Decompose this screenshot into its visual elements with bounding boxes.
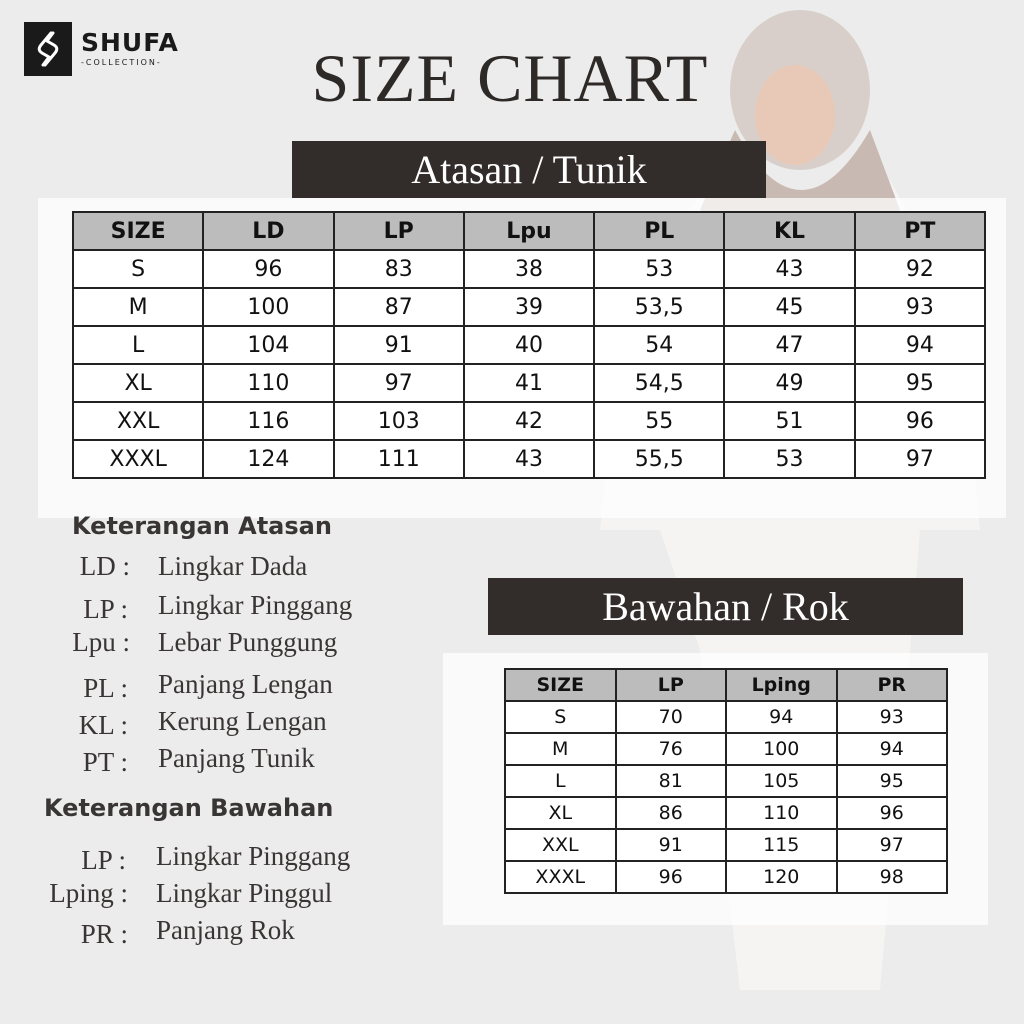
table-cell: 53 [724,440,854,478]
table-cell: 49 [724,364,854,402]
table-cell: XXL [73,402,203,440]
header-cell: Lping [726,669,837,701]
bottom-section-banner: Bawahan / Rok [488,578,963,635]
table-row [73,250,985,288]
legend-abbr: Lpu : [72,627,130,657]
table-cell: 98 [837,861,948,893]
legend-abbr: PT : [82,747,128,777]
legend-abbr: LD : [79,551,130,581]
table-cell: 115 [726,829,837,861]
table-cell: 105 [726,765,837,797]
table-cell: 55,5 [594,440,724,478]
header-cell: PR [837,669,948,701]
legend-def: Panjang Rok [156,915,295,945]
table-cell: 41 [464,364,594,402]
table-cell: 86 [616,797,727,829]
table-cell: 93 [837,701,948,733]
table-cell: XXXL [73,440,203,478]
legend-abbr: KL : [78,710,128,740]
header-cell: PL [594,212,724,250]
table-cell: XL [505,797,616,829]
legend-abbr: PL : [83,673,128,703]
table-cell: 43 [724,250,854,288]
legend-top-heading: Keterangan Atasan [72,512,332,540]
table-row [505,765,947,797]
table-cell: 95 [855,364,985,402]
table-header-row [73,212,985,250]
table-cell: 116 [203,402,333,440]
table-cell: M [73,288,203,326]
table-cell: 100 [203,288,333,326]
table-cell: XXXL [505,861,616,893]
table-cell: 54 [594,326,724,364]
legend-def: Kerung Lengan [158,706,327,736]
table-cell: 53 [594,250,724,288]
table-cell: 96 [203,250,333,288]
legend-def: Panjang Lengan [158,669,333,699]
table-cell: S [73,250,203,288]
legend-abbr: LP : [81,845,126,875]
table-cell: 91 [334,326,464,364]
brand-logo [24,22,179,76]
header-cell: SIZE [73,212,203,250]
header-cell: KL [724,212,854,250]
table-cell: 96 [855,402,985,440]
table-cell: 97 [837,829,948,861]
table-cell: 39 [464,288,594,326]
table-cell: 54,5 [594,364,724,402]
legend-abbr: LP : [83,594,128,624]
table-cell: 70 [616,701,727,733]
table-cell: 87 [334,288,464,326]
table-row [73,326,985,364]
table-cell: 124 [203,440,333,478]
legend-def: Lingkar Pinggul [156,878,333,908]
table-cell: 97 [334,364,464,402]
table-cell: 45 [724,288,854,326]
table-cell: 111 [334,440,464,478]
table-cell: 93 [855,288,985,326]
header-cell: LP [616,669,727,701]
table-cell: 43 [464,440,594,478]
table-cell: 104 [203,326,333,364]
table-cell: 94 [726,701,837,733]
table-cell: 92 [855,250,985,288]
bottom-size-table [504,668,948,894]
table-cell: 94 [855,326,985,364]
legend-def: Lebar Punggung [158,627,338,657]
table-cell: 47 [724,326,854,364]
table-cell: 42 [464,402,594,440]
table-cell: 55 [594,402,724,440]
table-cell: 40 [464,326,594,364]
table-cell: M [505,733,616,765]
table-cell: 110 [203,364,333,402]
table-cell: 53,5 [594,288,724,326]
table-cell: 38 [464,250,594,288]
table-cell: 100 [726,733,837,765]
brand-name: SHUFA [81,28,179,57]
header-cell: LP [334,212,464,250]
table-cell: 51 [724,402,854,440]
table-header-row [505,669,947,701]
legend-def: Lingkar Dada [158,551,308,581]
table-cell: 120 [726,861,837,893]
table-row [505,701,947,733]
table-cell: XXL [505,829,616,861]
table-cell: 96 [616,861,727,893]
header-cell: LD [203,212,333,250]
header-cell: PT [855,212,985,250]
table-row [73,364,985,402]
table-row [73,440,985,478]
table-row [505,829,947,861]
table-cell: 96 [837,797,948,829]
table-cell: L [73,326,203,364]
header-cell: Lpu [464,212,594,250]
legend-def: Panjang Tunik [158,743,315,773]
table-cell: 97 [855,440,985,478]
table-row [505,797,947,829]
legend-abbr: PR : [80,919,128,949]
table-cell: 103 [334,402,464,440]
table-cell: XL [73,364,203,402]
legend-def: Lingkar Pinggang [156,841,351,871]
brand-tagline: - COLLECTION - [81,57,179,69]
table-row [505,861,947,893]
table-row [73,288,985,326]
table-cell: S [505,701,616,733]
table-cell: 76 [616,733,727,765]
table-cell: 110 [726,797,837,829]
legend-abbr: Lping : [49,878,128,908]
table-cell: 83 [334,250,464,288]
table-cell: 94 [837,733,948,765]
table-cell: 91 [616,829,727,861]
table-row [505,733,947,765]
table-row [73,402,985,440]
table-cell: L [505,765,616,797]
page-title: SIZE CHART [311,40,709,116]
legend-def: Lingkar Pinggang [158,590,353,620]
header-cell: SIZE [505,669,616,701]
logo-icon [24,22,72,76]
table-cell: 95 [837,765,948,797]
table-cell: 81 [616,765,727,797]
top-size-table [72,211,986,479]
top-section-banner: Atasan / Tunik [292,141,766,198]
legend-bottom-heading: Keterangan Bawahan [44,794,334,822]
